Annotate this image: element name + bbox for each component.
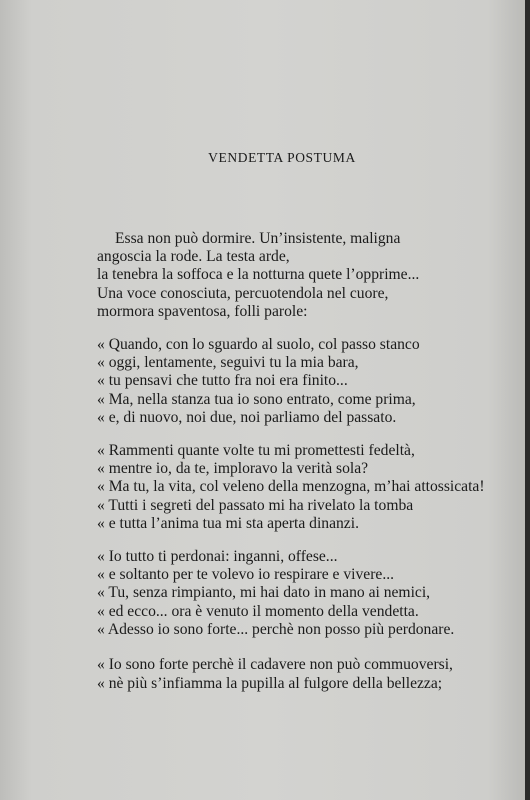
poem-line: « ed ecco... ora è venuto il momento della vendetta. xyxy=(97,602,419,620)
poem-line: « Ma, nella stanza tua io sono entrato, come prima, xyxy=(97,390,416,408)
poem-line: la tenebra la soffoca e la notturna quete l’opprime... xyxy=(97,266,420,284)
poem-line: « e tutta l’anima tua mi sta aperta dinanzi. xyxy=(97,514,359,532)
poem-line: « Tu, senza rimpianto, mi hai dato in mano ai nemici, xyxy=(97,584,431,602)
poem-line: « Quando, con lo sguardo al suolo, col passo stanco xyxy=(97,336,420,353)
poem-line: « oggi, lentamente, seguivi tu la mia bara, xyxy=(97,354,359,372)
poem-line: « tu pensavi che tutto fra noi era finito... xyxy=(97,372,348,390)
poem-line: « mentre io, da te, imploravo la verità sola? xyxy=(97,460,369,478)
poem-line: angoscia la rode. La testa arde, xyxy=(97,248,290,266)
poem-line: « e soltanto per te volevo io respirare e vivere... xyxy=(97,566,395,584)
poem-line: Essa non può dormire. Un’insistente, maligna xyxy=(115,230,401,247)
poem-line: « Io tutto ti perdonai: inganni, offese... xyxy=(97,548,338,565)
poem-line: « Io sono forte perchè il cadavere non può commuoversi, xyxy=(97,656,453,673)
poem-line: « nè più s’infiamma la pupilla al fulgore della bellezza; xyxy=(97,675,443,692)
poem-title: VENDETTA POSTUMA xyxy=(208,150,356,165)
poem-line: « Tutti i segreti del passato mi ha rivelato la tomba xyxy=(97,496,414,514)
poem-line: Una voce conosciuta, percuotendola nel cuore, xyxy=(97,284,389,302)
poem-line: « Rammenti quante volte tu mi promettesti fedeltà, xyxy=(97,442,415,459)
poem-line: « Ma tu, la vita, col veleno della menzogna, m’hai attossicata! xyxy=(97,478,485,496)
poem-line: « Adesso io sono forte... perchè non posso più perdonare. xyxy=(97,620,455,638)
poem-line: mormora spaventosa, folli parole: xyxy=(97,302,308,320)
poem-line: « e, di nuovo, noi due, noi parliamo del passato. xyxy=(97,408,397,426)
page-edge-shadow xyxy=(525,0,530,800)
